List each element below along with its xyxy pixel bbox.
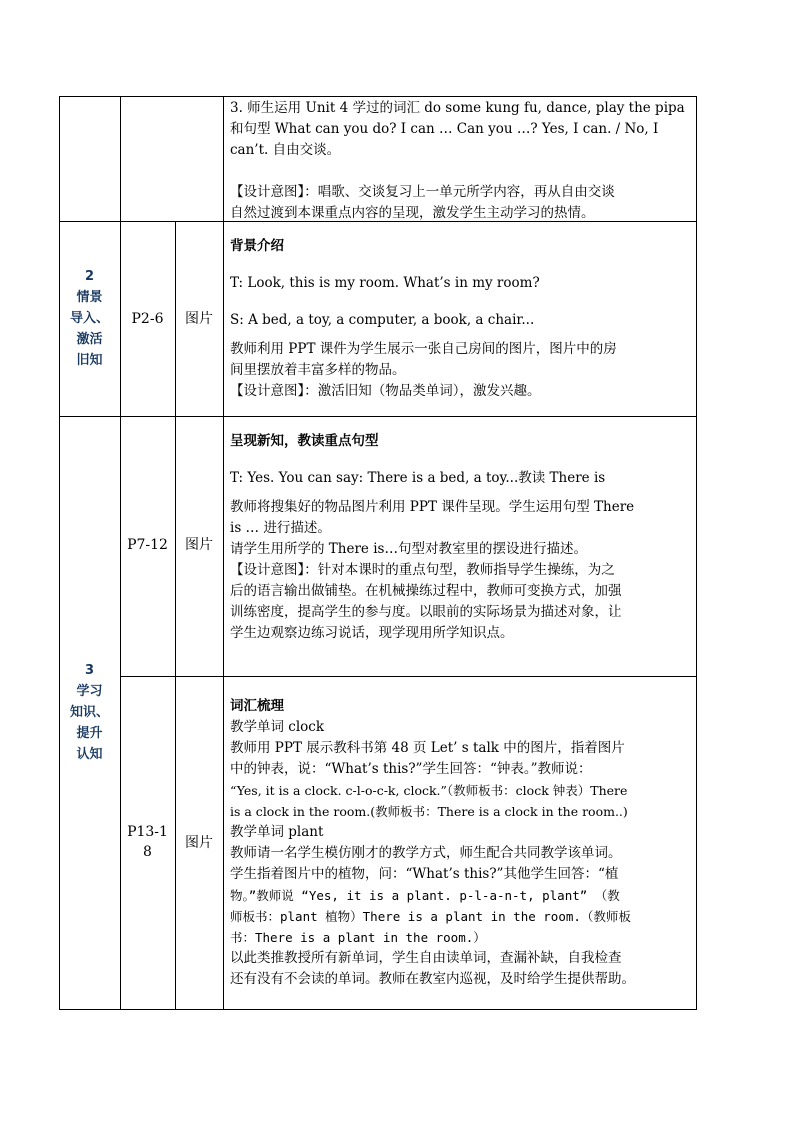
row0-line <box>230 161 690 182</box>
row0-content <box>230 98 690 224</box>
media-type: 图片 <box>185 537 213 553</box>
row-divider-2 <box>59 416 697 417</box>
content-line: 中的钟表，说：“What’s this?”学生回答：“钟表。”教师说： <box>230 761 592 777</box>
student-line: S: A bed, a toy, a computer, a book, a chair... <box>230 312 535 328</box>
row0-line: 【设计意图】：唱歌、交谈复习上一单元所学内容，再从自由交谈 <box>230 184 615 200</box>
content-line: 教学单词 plant <box>230 824 324 840</box>
row2-content <box>230 431 690 644</box>
row0-line: can’t. 自由交谈。 <box>230 142 341 158</box>
teacher-line: T: Look, this is my room. What’s in my room? <box>230 275 540 291</box>
design-intent: 【设计意图】：激活旧知（物品类单词），激发兴趣。 <box>230 383 541 399</box>
content-line: 还有没有不会读的单词。教师在教室内巡视，及时给学生提供帮助。 <box>230 971 635 987</box>
content-line: 师板书：plant 植物）There is a plant in the room.（教师板 <box>230 909 631 924</box>
content-line: 教学单词 clock <box>230 719 325 735</box>
row0-line: 自然过渡到本课重点内容的呈现，激发学生主动学习的热情。 <box>230 205 595 221</box>
stage-label-3: 3 学习 知识、 提升 认知 <box>69 663 109 762</box>
stage-label-2: 2 情景 导入、 激活 旧知 <box>69 269 109 368</box>
section-heading: 呈现新知，教读重点句型 <box>230 433 379 449</box>
content-line: is a clock in the room.(教师板书：There is a clock in the room..) <box>230 804 628 819</box>
content-line: 物。”教师说 “Yes, it is a plant. p-l-a-n-t, plant” （教 <box>230 888 620 903</box>
content-line: 【设计意图】：针对本课时的重点句型，教师指导学生操练，为之 <box>230 562 615 578</box>
media-type: 图片 <box>185 835 213 851</box>
content-line: 以此类推教授所有新单词，学生自由读单词，查漏补缺，自我检查 <box>230 950 622 966</box>
row0-line: 和句型 What can you do? I can … Can you …? Yes, I can. / No, I <box>230 121 659 137</box>
section-heading: 词汇梳理 <box>230 698 284 714</box>
content-line: 教师用 PPT 展示教科书第 48 页 Let’ s talk 中的图片，指着图片 <box>230 740 625 756</box>
content-line: is … 进行描述。 <box>230 520 331 536</box>
content-line: 教师将搜集好的物品图片利用 PPT 课件呈现。学生运用句型 There <box>230 499 635 515</box>
row0-line: 3. 师生运用 Unit 4 学过的词汇 do some kung fu, dance, play the pipa <box>230 100 685 116</box>
row3-content <box>230 696 690 990</box>
page-ref: P13-1 8 <box>127 824 168 860</box>
media-type: 图片 <box>185 311 213 327</box>
row1-content <box>230 236 690 402</box>
row-divider-3 <box>120 676 697 677</box>
description-line: 教师利用 PPT 课件为学生展示一张自己房间的图片，图片中的房 <box>230 341 617 357</box>
section-heading: 背景介绍 <box>230 238 284 254</box>
page-ref: P7-12 <box>127 537 168 553</box>
column-divider-media <box>223 96 224 1010</box>
description-line: 间里摆放着丰富多样的物品。 <box>230 362 406 378</box>
page-ref: P2-6 <box>131 311 164 327</box>
teacher-line: T: Yes. You can say: There is a bed, a toy...教读 There is <box>230 470 606 486</box>
content-line: 教师请一名学生模仿刚才的教学方式，师生配合共同教学该单词。 <box>230 845 622 861</box>
table-bottom-border <box>59 1009 697 1010</box>
table-right-border <box>696 96 697 1010</box>
content-line: 训练密度，提高学生的参与度。以眼前的实际场景为描述对象，让 <box>230 604 622 620</box>
content-line: 后的语言输出做铺垫。在机械操练过程中，教师可变换方式，加强 <box>230 583 622 599</box>
content-line: “Yes, it is a clock. c-l-o-c-k, clock.”（教师板书：clock 钟表）There <box>230 783 628 798</box>
table-top-border <box>59 96 697 97</box>
content-line: 请学生用所学的 There is…句型对教室里的摆设进行描述。 <box>230 541 587 557</box>
content-line: 书：There is a plant in the room.） <box>230 930 486 945</box>
column-divider-page <box>175 221 176 1010</box>
content-line: 学生边观察边练习说话，现学现用所学知识点。 <box>230 625 514 641</box>
table-left-border <box>59 96 60 1010</box>
content-line: 学生指着图片中的植物，问：“What’s this?”其他学生回答：“植 <box>230 866 619 882</box>
